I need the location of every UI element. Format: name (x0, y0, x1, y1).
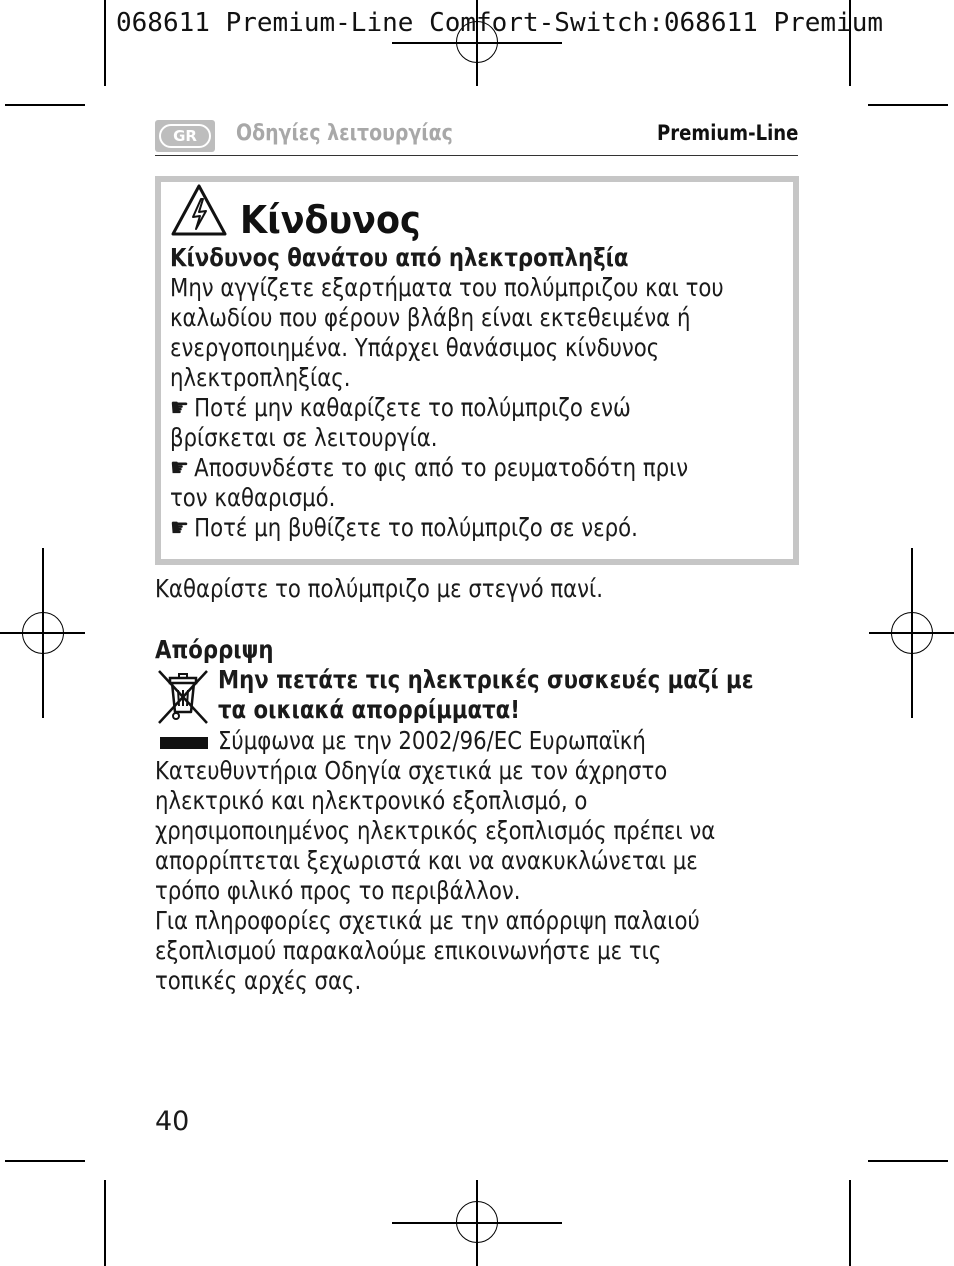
warning-text-line: ηλεκτροπληξίας. (170, 363, 351, 392)
pointing-hand-icon: ☛ (170, 393, 190, 422)
disposal-warning-line: Μην πετάτε τις ηλεκτρικές συσκευές μαζί με (218, 665, 754, 694)
page-header (155, 118, 798, 156)
language-badge (155, 120, 215, 152)
warning-title: Κίνδυνος (240, 198, 421, 242)
warning-bullet (170, 513, 638, 543)
brand-name: Premium-Line (656, 121, 798, 145)
disposal-body-line: Σύμφωνα με την 2002/96/EC Ευρωπαϊκή (218, 726, 646, 755)
black-bar-marker (160, 737, 208, 749)
disposal-body-line: τρόπο φιλικό προς το περιβάλλον. (155, 876, 521, 905)
cleaning-note: Καθαρίστε το πολύμπριζο με στεγνό πανί. (155, 574, 603, 603)
disposal-warning-line: τα οικιακά απορρίμματα! (218, 695, 520, 724)
warning-bullet (170, 393, 631, 423)
warning-bullet (170, 453, 688, 483)
warning-text-line: καλωδίου που φέρουν βλάβη είναι εκτεθειμένα ή (170, 303, 691, 332)
bullet-text: Ποτέ μη βυθίζετε το πολύμπριζο σε νερό. (194, 513, 638, 542)
pointing-hand-icon: ☛ (170, 453, 190, 482)
disposal-body-line: χρησιμοποιημένος ηλεκτρικός εξοπλισμός πρέπει να (155, 816, 716, 845)
disposal-heading: Απόρριψη (155, 635, 274, 664)
disposal-body-line: εξοπλισμού παρακαλούμε επικοινωνήστε με τις (155, 936, 662, 965)
bullet-text: Ποτέ μην καθαρίζετε το πολύμπριζο ενώ (194, 393, 631, 422)
pointing-hand-icon: ☛ (170, 513, 190, 542)
language-code: GR (159, 124, 211, 148)
bullet-continuation: βρίσκεται σε λειτουργία. (170, 423, 438, 452)
warning-subtitle: Κίνδυνος θανάτου από ηλεκτροπληξία (170, 243, 629, 272)
disposal-body-line: απορρίπτεται ξεχωριστά και να ανακυκλώνεται με (155, 846, 698, 875)
disposal-body-line: τοπικές αρχές σας. (155, 966, 362, 995)
disposal-body-line: ηλεκτρικό και ηλεκτρονικό εξοπλισμό, ο (155, 786, 588, 815)
print-slug: 068611 Premium-Line Comfort-Switch:068611 Premium (116, 8, 884, 38)
header-divider (155, 155, 798, 157)
electric-hazard-icon (170, 183, 228, 237)
disposal-body-line: Για πληροφορίες σχετικά με την απόρριψη παλαιού (155, 906, 700, 935)
crossed-out-wheelie-bin-icon (156, 668, 210, 726)
bullet-text: Αποσυνδέστε το φις από το ρευματοδότη πριν (194, 453, 689, 482)
warning-text-line: ενεργοποιημένα. Υπάρχει θανάσιμος κίνδυνος (170, 333, 660, 362)
page-number: 40 (155, 1106, 190, 1137)
bullet-continuation: τον καθαρισμό. (170, 483, 336, 512)
disposal-body-line: Κατευθυντήρια Οδηγία σχετικά με τον άχρηστο (155, 756, 668, 785)
section-title: Οδηγίες λειτουργίας (236, 121, 453, 146)
warning-text-line: Μην αγγίζετε εξαρτήματα του πολύμπριζου και του (170, 273, 724, 302)
